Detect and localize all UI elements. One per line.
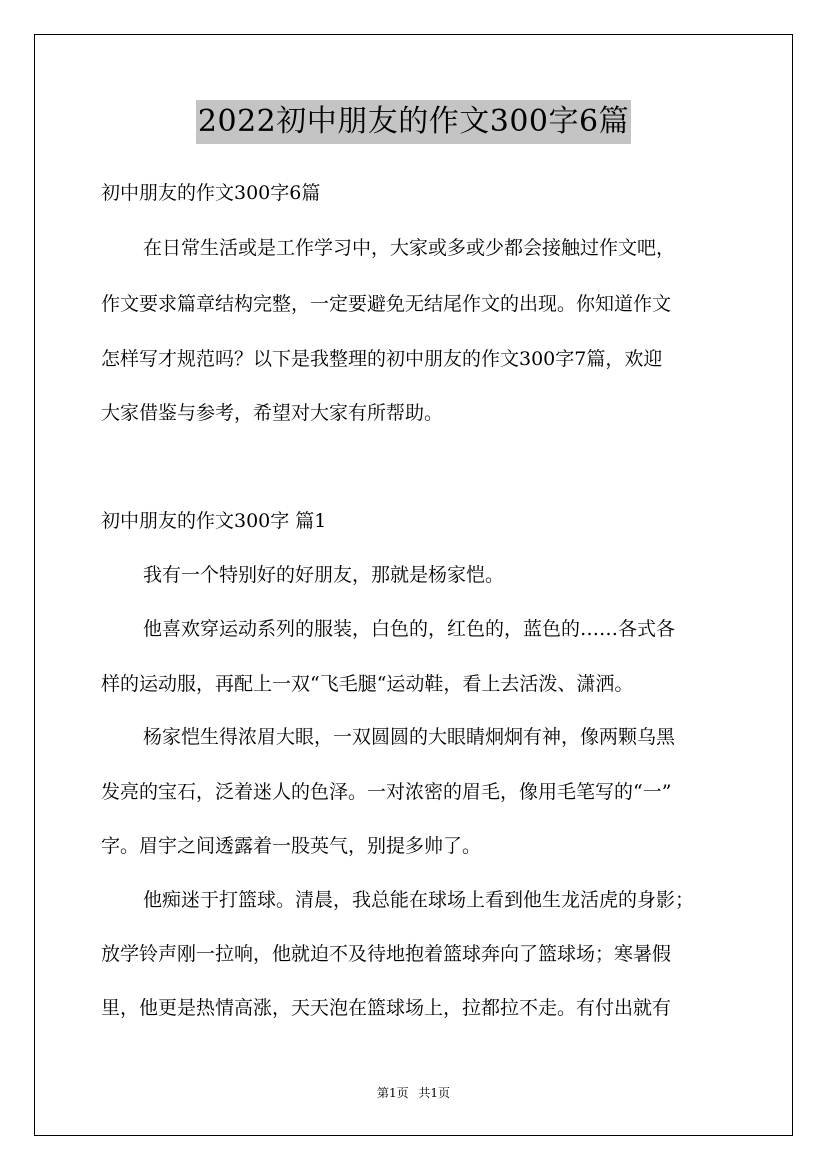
paragraph-line: 我有一个特别好的好朋友，那就是杨家恺。 <box>143 564 505 586</box>
paragraph-line: 样的运动服，再配上一双“飞毛腿“运动鞋，看上去活泼、潇洒。 <box>101 673 634 695</box>
section-heading: 初中朋友的作文300字 篇1 <box>101 510 327 532</box>
subtitle-line: 初中朋友的作文300字6篇 <box>101 182 321 204</box>
paragraph-line: 字。眉宇之间透露着一股英气，别提多帅了。 <box>101 835 482 857</box>
paragraph-line: 他喜欢穿运动系列的服装，白色的，红色的，蓝色的……各式各 <box>143 618 676 640</box>
page-total: 共1页 <box>418 1086 451 1100</box>
paragraph-line: 他痴迷于打篮球。清晨，我总能在球场上看到他生龙活虎的身影； <box>143 889 695 911</box>
paragraph-line: 大家借鉴与参考，希望对大家有所帮助。 <box>101 402 444 424</box>
page-number: 第1页 <box>376 1086 409 1100</box>
paragraph-line: 怎样写才规范吗？以下是我整理的初中朋友的作文300字7篇，欢迎 <box>101 348 663 370</box>
document-title: 2022初中朋友的作文300字6篇 <box>196 100 631 144</box>
paragraph-line: 发亮的宝石，泛着迷人的色泽。一对浓密的眉毛，像用毛笔写的“一” <box>101 781 672 803</box>
paragraph-line: 作文要求篇章结构完整，一定要避免无结尾作文的出现。你知道作文 <box>101 293 672 315</box>
paragraph-line: 在日常生活或是工作学习中，大家或多或少都会接触过作文吧， <box>143 237 676 259</box>
paragraph-line: 放学铃声刚一拉响，他就迫不及待地抱着篮球奔向了篮球场；寒暑假 <box>101 943 672 965</box>
paragraph-line: 里，他更是热情高涨，天天泡在篮球场上，拉都拉不走。有付出就有 <box>101 997 672 1019</box>
title-container <box>0 100 827 144</box>
paragraph-line: 杨家恺生得浓眉大眼，一双圆圆的大眼睛炯炯有神，像两颗乌黑 <box>143 726 676 748</box>
page-footer <box>0 1085 827 1101</box>
